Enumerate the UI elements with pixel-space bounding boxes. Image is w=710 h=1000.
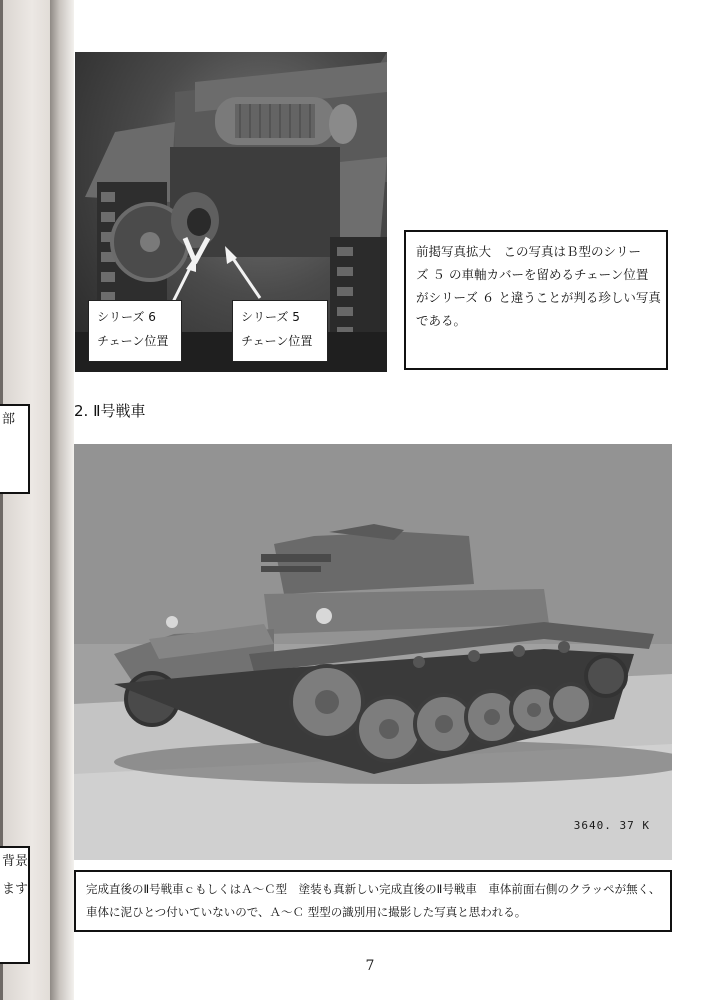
caption-line: ズ ５ の車軸カバーを留めるチェーン位置 — [416, 267, 649, 282]
series6-label-line2: チェーン位置 — [97, 334, 169, 348]
tank-photo-caption — [74, 870, 672, 932]
section-heading: 2. Ⅱ号戦車 — [74, 402, 146, 420]
caption-line: 完成直後のⅡ号戦車ｃもしくはＡ～Ｃ型 塗装も真新しい完成直後のⅡ号戦車 車体前面右側のクラッペが無く、 — [86, 882, 661, 896]
caption-line: がシリーズ ６ と違うことが判る珍しい写真 — [416, 290, 661, 305]
left-page-text: ます — [2, 882, 29, 897]
caption-line: 車体に泥ひとつ付いていないので、Ａ～Ｃ 型型の識別用に撮影した写真と思われる。 — [86, 905, 527, 919]
tank-photo — [74, 444, 672, 860]
series6-label-line1: シリーズ 6 — [97, 310, 156, 324]
left-page-text-box — [0, 404, 30, 494]
tank-photo-illustration — [74, 444, 672, 860]
series5-label-line1: シリーズ 5 — [241, 310, 300, 324]
left-page-text-box — [0, 846, 30, 964]
left-page-text: 背景 — [2, 854, 29, 869]
photo-archive-code: 3640. 37 K — [573, 819, 650, 832]
series5-label-line2: チェーン位置 — [241, 334, 313, 348]
series6-chain-label — [88, 300, 182, 362]
caption-line: である。 — [416, 313, 467, 328]
left-page-text: 部 — [2, 412, 16, 427]
caption-line: 前掲写真拡大 この写真はＢ型のシリー — [416, 244, 642, 259]
closeup-caption — [404, 230, 668, 370]
book-gutter — [50, 0, 74, 1000]
page-number: 7 — [365, 958, 375, 974]
series5-chain-label — [232, 300, 328, 362]
